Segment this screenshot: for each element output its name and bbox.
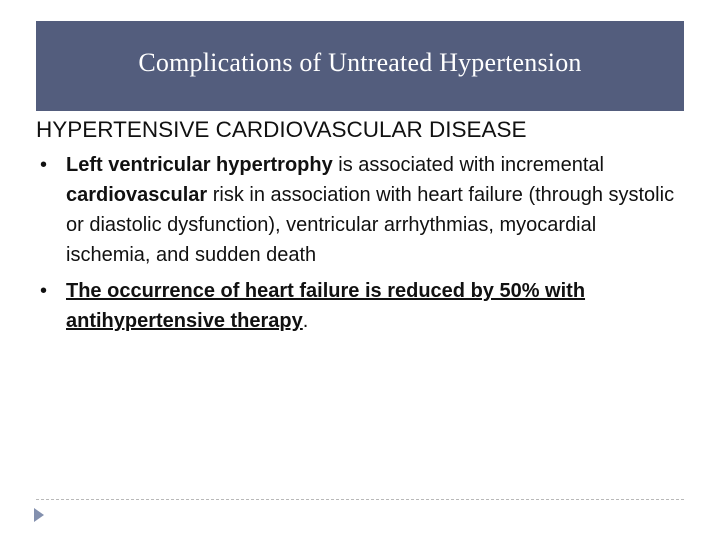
bullet-marker: • [40,154,48,176]
bullet-text: . [302,310,309,332]
bullet-text: risk in association with heart failure (through systolic or diastolic dysfunction), ventricular arrhythmias, myocardial ischemia, and sudden death [66,184,675,266]
slide-content [36,114,676,336]
bullet-text-bold-underline: The occurrence of heart failure is reduced by 50% with antihypertensive therapy [66,280,586,332]
bullet-list [36,150,676,336]
footer-divider [36,499,684,500]
bullet-marker: • [40,280,48,302]
section-heading: HYPERTENSIVE CARDIOVASCULAR DISEASE [36,117,527,142]
bullet-text: is associated with incremental [332,154,604,176]
bullet-item [36,150,676,270]
bullet-text-bold: Left ventricular hypertrophy [66,154,333,176]
slide-title: Complications of Untreated Hypertension [138,48,582,77]
bullet-text-bold: cardiovascular [66,184,208,206]
bullet-item [36,276,676,336]
right-triangle-icon[interactable] [34,508,44,522]
slide-title-bar [36,21,684,111]
